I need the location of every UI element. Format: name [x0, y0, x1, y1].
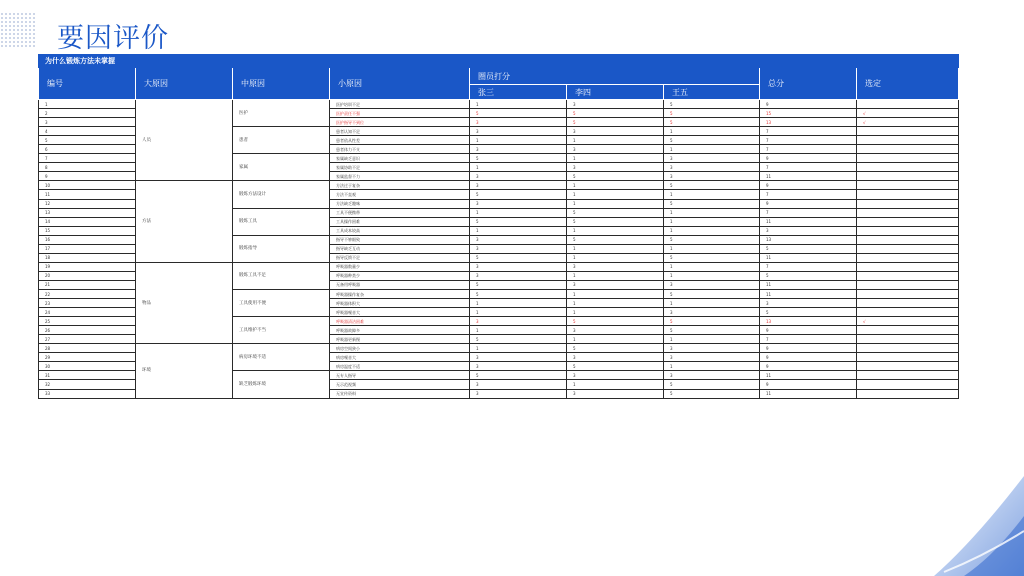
table-row [39, 181, 959, 190]
total-score: 11 [760, 280, 857, 289]
small-cause-cell: 呼吸器噪音大 [330, 308, 470, 317]
score-member-2: 5 [567, 109, 664, 118]
small-cause-cell: 患者依从性差 [330, 136, 470, 145]
small-cause-cell: 呼吸器数量少 [330, 262, 470, 271]
small-cause-cell: 病房空间狭小 [330, 344, 470, 353]
row-id: 29 [39, 353, 136, 362]
score-member-3: 3 [664, 353, 760, 362]
row-id: 12 [39, 199, 136, 208]
mid-cause-cell: 医护 [233, 100, 330, 127]
row-id: 2 [39, 109, 136, 118]
score-member-3: 5 [664, 289, 760, 298]
total-score: 9 [760, 353, 857, 362]
small-cause-cell: 无宣传资料 [330, 389, 470, 398]
small-cause-cell: 方法过于复杂 [330, 181, 470, 190]
small-cause-cell: 工具操作困难 [330, 217, 470, 226]
score-member-3: 1 [664, 217, 760, 226]
total-score: 9 [760, 380, 857, 389]
table-caption: 为什么锻炼方法未掌握 [39, 55, 959, 68]
row-id: 33 [39, 389, 136, 398]
selected-mark [857, 289, 959, 298]
score-member-2: 3 [567, 389, 664, 398]
selected-mark [857, 190, 959, 199]
selected-mark [857, 136, 959, 145]
score-member-2: 3 [567, 262, 664, 271]
score-member-1: 5 [470, 253, 567, 262]
score-member-2: 3 [567, 127, 664, 136]
total-score: 7 [760, 190, 857, 199]
score-member-3: 1 [664, 335, 760, 344]
score-member-2: 5 [567, 172, 664, 181]
score-member-1: 1 [470, 326, 567, 335]
selected-mark [857, 280, 959, 289]
score-member-1: 5 [470, 109, 567, 118]
total-score: 11 [760, 172, 857, 181]
score-member-2: 5 [567, 118, 664, 127]
total-score: 9 [760, 326, 857, 335]
header-member-scores: 圈员打分 [470, 68, 760, 85]
row-id: 9 [39, 172, 136, 181]
score-member-1: 3 [470, 380, 567, 389]
small-cause-cell: 呼吸器体积大 [330, 299, 470, 308]
score-member-2: 1 [567, 226, 664, 235]
row-id: 21 [39, 280, 136, 289]
small-cause-cell: 工具不便携带 [330, 208, 470, 217]
score-member-1: 5 [470, 190, 567, 199]
total-score: 7 [760, 335, 857, 344]
small-cause-cell: 患者体力不支 [330, 145, 470, 154]
selected-mark [857, 154, 959, 163]
score-member-2: 5 [567, 362, 664, 371]
total-score: 5 [760, 271, 857, 280]
score-member-2: 1 [567, 181, 664, 190]
score-member-2: 3 [567, 326, 664, 335]
score-member-3: 1 [664, 226, 760, 235]
selected-mark [857, 326, 959, 335]
row-id: 4 [39, 127, 136, 136]
score-member-2: 1 [567, 299, 664, 308]
total-score: 5 [760, 308, 857, 317]
header-member-1: 张三 [470, 85, 567, 100]
score-member-3: 3 [664, 280, 760, 289]
small-cause-cell: 无备用呼吸器 [330, 280, 470, 289]
row-id: 23 [39, 299, 136, 308]
table-row [39, 100, 959, 109]
score-member-3: 5 [664, 389, 760, 398]
row-id: 24 [39, 308, 136, 317]
row-id: 15 [39, 226, 136, 235]
total-score: 7 [760, 136, 857, 145]
selected-mark [857, 100, 959, 109]
score-member-3: 1 [664, 190, 760, 199]
score-member-2: 3 [567, 100, 664, 109]
selected-mark [857, 271, 959, 280]
small-cause-cell: 指导不够细致 [330, 235, 470, 244]
score-member-3: 1 [664, 362, 760, 371]
total-score: 7 [760, 262, 857, 271]
score-member-1: 3 [470, 353, 567, 362]
score-member-2: 5 [567, 235, 664, 244]
score-member-2: 1 [567, 136, 664, 145]
row-id: 17 [39, 244, 136, 253]
score-member-2: 5 [567, 217, 664, 226]
mid-cause-cell: 锻炼指导 [233, 235, 330, 262]
header-member-2: 李四 [567, 85, 664, 100]
header-selected: 选定 [857, 68, 959, 100]
score-member-1: 1 [470, 299, 567, 308]
score-member-2: 1 [567, 289, 664, 298]
score-member-2: 1 [567, 244, 664, 253]
score-member-2: 1 [567, 190, 664, 199]
row-id: 16 [39, 235, 136, 244]
score-member-2: 5 [567, 317, 664, 326]
factor-evaluation-table-wrapper [38, 54, 958, 399]
small-cause-cell: 医护责任不强 [330, 109, 470, 118]
small-cause-cell: 呼吸器更新慢 [330, 335, 470, 344]
score-member-3: 5 [664, 118, 760, 127]
selected-mark: √ [857, 118, 959, 127]
score-member-1: 1 [470, 226, 567, 235]
score-member-2: 1 [567, 154, 664, 163]
score-member-3: 5 [664, 136, 760, 145]
mid-cause-cell: 工具维护不当 [233, 317, 330, 344]
selected-mark [857, 371, 959, 380]
total-score: 9 [760, 344, 857, 353]
score-member-2: 3 [567, 353, 664, 362]
header-mid-cause: 中原因 [233, 68, 330, 100]
mid-cause-cell: 锻炼工具 [233, 208, 330, 235]
header-id: 编号 [39, 68, 136, 100]
selected-mark [857, 145, 959, 154]
score-member-3: 1 [664, 262, 760, 271]
selected-mark [857, 353, 959, 362]
corner-decoration-graphic [934, 446, 1024, 576]
score-member-1: 3 [470, 389, 567, 398]
score-member-1: 3 [470, 145, 567, 154]
score-member-1: 3 [470, 127, 567, 136]
small-cause-cell: 呼吸器故障多 [330, 326, 470, 335]
small-cause-cell: 呼吸器清洁困难 [330, 317, 470, 326]
small-cause-cell: 呼吸器操作复杂 [330, 289, 470, 298]
header-member-3: 王五 [664, 85, 760, 100]
row-id: 20 [39, 271, 136, 280]
selected-mark [857, 127, 959, 136]
selected-mark [857, 235, 959, 244]
score-member-3: 1 [664, 271, 760, 280]
mid-cause-cell: 病房环境不适 [233, 344, 330, 371]
total-score: 9 [760, 362, 857, 371]
selected-mark [857, 208, 959, 217]
total-score: 13 [760, 235, 857, 244]
total-score: 7 [760, 145, 857, 154]
total-score: 3 [760, 226, 857, 235]
row-id: 7 [39, 154, 136, 163]
selected-mark [857, 262, 959, 271]
score-member-2: 1 [567, 380, 664, 389]
score-member-1: 1 [470, 163, 567, 172]
selected-mark [857, 226, 959, 235]
small-cause-cell: 家属缺乏意识 [330, 154, 470, 163]
mid-cause-cell: 家属 [233, 154, 330, 181]
total-score: 11 [760, 253, 857, 262]
small-cause-cell: 病房温度不适 [330, 362, 470, 371]
total-score: 11 [760, 217, 857, 226]
score-member-2: 5 [567, 344, 664, 353]
score-member-3: 1 [664, 299, 760, 308]
score-member-2: 5 [567, 208, 664, 217]
score-member-3: 5 [664, 235, 760, 244]
selected-mark: √ [857, 109, 959, 118]
score-member-3: 5 [664, 326, 760, 335]
small-cause-cell: 患者认知不足 [330, 127, 470, 136]
total-score: 5 [760, 244, 857, 253]
table-row [39, 344, 959, 353]
score-member-1: 1 [470, 136, 567, 145]
score-member-1: 1 [470, 208, 567, 217]
big-cause-cell: 物品 [136, 262, 233, 343]
big-cause-cell: 环境 [136, 344, 233, 398]
small-cause-cell: 指导缺乏互动 [330, 244, 470, 253]
score-member-3: 5 [664, 100, 760, 109]
score-member-1: 3 [470, 199, 567, 208]
score-member-2: 1 [567, 335, 664, 344]
score-member-3: 1 [664, 244, 760, 253]
score-member-1: 5 [470, 371, 567, 380]
row-id: 3 [39, 118, 136, 127]
score-member-3: 5 [664, 181, 760, 190]
big-cause-cell: 人员 [136, 100, 233, 181]
small-cause-cell: 呼吸器种类少 [330, 271, 470, 280]
score-member-2: 3 [567, 163, 664, 172]
selected-mark [857, 253, 959, 262]
row-id: 26 [39, 326, 136, 335]
score-member-3: 5 [664, 109, 760, 118]
score-member-1: 3 [470, 244, 567, 253]
header-total: 总分 [760, 68, 857, 100]
selected-mark [857, 199, 959, 208]
row-id: 30 [39, 362, 136, 371]
score-member-2: 1 [567, 308, 664, 317]
score-member-3: 3 [664, 308, 760, 317]
score-member-3: 5 [664, 317, 760, 326]
mid-cause-cell: 工具使用不便 [233, 289, 330, 316]
total-score: 7 [760, 163, 857, 172]
small-cause-cell: 方法不直观 [330, 190, 470, 199]
selected-mark [857, 244, 959, 253]
row-id: 1 [39, 100, 136, 109]
selected-mark [857, 344, 959, 353]
header-big-cause: 大原因 [136, 68, 233, 100]
total-score: 11 [760, 389, 857, 398]
score-member-3: 5 [664, 199, 760, 208]
row-id: 25 [39, 317, 136, 326]
selected-mark: √ [857, 317, 959, 326]
score-member-1: 3 [470, 172, 567, 181]
score-member-1: 1 [470, 344, 567, 353]
score-member-1: 5 [470, 280, 567, 289]
total-score: 9 [760, 100, 857, 109]
score-member-1: 5 [470, 289, 567, 298]
score-member-3: 1 [664, 208, 760, 217]
score-member-3: 3 [664, 163, 760, 172]
selected-mark [857, 299, 959, 308]
score-member-1: 5 [470, 335, 567, 344]
mid-cause-cell: 锻炼工具不足 [233, 262, 330, 289]
total-score: 9 [760, 199, 857, 208]
row-id: 6 [39, 145, 136, 154]
score-member-2: 3 [567, 280, 664, 289]
row-id: 32 [39, 380, 136, 389]
dot-grid-decoration [0, 12, 36, 48]
score-member-1: 1 [470, 100, 567, 109]
table-row [39, 262, 959, 271]
total-score: 9 [760, 154, 857, 163]
total-score: 13 [760, 317, 857, 326]
total-score: 13 [760, 118, 857, 127]
total-score: 3 [760, 299, 857, 308]
score-member-3: 5 [664, 380, 760, 389]
small-cause-cell: 病房噪音大 [330, 353, 470, 362]
score-member-1: 5 [470, 154, 567, 163]
total-score: 11 [760, 371, 857, 380]
score-member-2: 1 [567, 199, 664, 208]
factor-evaluation-table [38, 54, 959, 399]
selected-mark [857, 181, 959, 190]
page-title: 要因评价 [57, 23, 169, 54]
selected-mark [857, 163, 959, 172]
row-id: 31 [39, 371, 136, 380]
selected-mark [857, 308, 959, 317]
small-cause-cell: 家属协助不足 [330, 163, 470, 172]
row-id: 10 [39, 181, 136, 190]
mid-cause-cell: 缺乏锻炼环境 [233, 371, 330, 398]
row-id: 14 [39, 217, 136, 226]
score-member-1: 1 [470, 308, 567, 317]
score-member-1: 3 [470, 317, 567, 326]
total-score: 11 [760, 289, 857, 298]
score-member-3: 1 [664, 145, 760, 154]
score-member-1: 3 [470, 181, 567, 190]
total-score: 7 [760, 127, 857, 136]
selected-mark [857, 389, 959, 398]
small-cause-cell: 家属监督不力 [330, 172, 470, 181]
score-member-2: 3 [567, 145, 664, 154]
header-small-cause: 小原因 [330, 68, 470, 100]
row-id: 11 [39, 190, 136, 199]
total-score: 15 [760, 109, 857, 118]
small-cause-cell: 指导反馈不足 [330, 253, 470, 262]
selected-mark [857, 172, 959, 181]
row-id: 5 [39, 136, 136, 145]
score-member-3: 3 [664, 154, 760, 163]
row-id: 28 [39, 344, 136, 353]
mid-cause-cell: 患者 [233, 127, 330, 154]
small-cause-cell: 无专人指导 [330, 371, 470, 380]
score-member-3: 3 [664, 172, 760, 181]
row-id: 22 [39, 289, 136, 298]
score-member-1: 3 [470, 118, 567, 127]
score-member-3: 1 [664, 127, 760, 136]
score-member-2: 1 [567, 253, 664, 262]
score-member-1: 3 [470, 362, 567, 371]
row-id: 19 [39, 262, 136, 271]
small-cause-cell: 方法缺乏趣味 [330, 199, 470, 208]
score-member-1: 5 [470, 217, 567, 226]
score-member-1: 3 [470, 262, 567, 271]
score-member-1: 3 [470, 271, 567, 280]
score-member-2: 3 [567, 371, 664, 380]
small-cause-cell: 工具成本较高 [330, 226, 470, 235]
selected-mark [857, 380, 959, 389]
score-member-2: 1 [567, 271, 664, 280]
score-member-3: 5 [664, 253, 760, 262]
row-id: 18 [39, 253, 136, 262]
score-member-3: 3 [664, 371, 760, 380]
row-id: 8 [39, 163, 136, 172]
small-cause-cell: 无示范视频 [330, 380, 470, 389]
row-id: 27 [39, 335, 136, 344]
score-member-1: 3 [470, 235, 567, 244]
score-member-3: 3 [664, 344, 760, 353]
mid-cause-cell: 锻炼方法设计 [233, 181, 330, 208]
small-cause-cell: 医护培训不足 [330, 100, 470, 109]
row-id: 13 [39, 208, 136, 217]
total-score: 9 [760, 181, 857, 190]
big-cause-cell: 方法 [136, 181, 233, 262]
selected-mark [857, 362, 959, 371]
selected-mark [857, 217, 959, 226]
total-score: 7 [760, 208, 857, 217]
small-cause-cell: 医护指导不到位 [330, 118, 470, 127]
selected-mark [857, 335, 959, 344]
